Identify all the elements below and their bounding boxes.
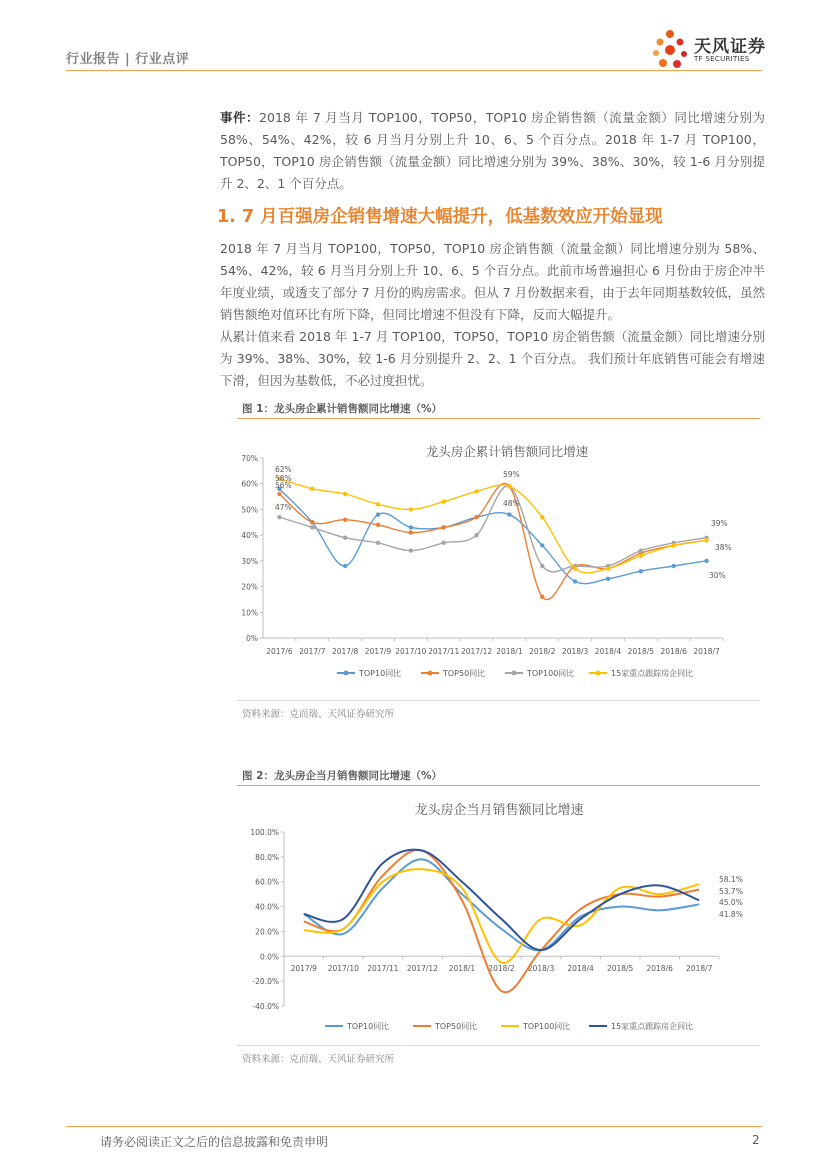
data-point	[310, 487, 314, 491]
legend-marker	[428, 671, 433, 676]
data-label: 39%	[711, 519, 728, 528]
data-label: 38%	[715, 543, 732, 552]
data-point	[376, 512, 380, 516]
x-tick-label: 2017/11	[367, 964, 399, 973]
data-point	[573, 579, 577, 583]
figure-1-caption: 图 1：龙头房企累计销售额同比增速（%）	[242, 403, 442, 415]
company-logo	[650, 28, 770, 73]
x-tick-label: 2018/3	[527, 964, 555, 973]
x-tick-label: 2018/5	[627, 647, 655, 656]
data-point	[310, 520, 314, 524]
data-point	[540, 515, 544, 519]
body-paragraph-1: 2018 年 7 月当月 TOP100，TOP50，TOP10 房企销售额（流量金额）同比增速分别为 58%、54%、42%，较 6 月当月分别上升 10、6、5 个百分点。此前市场普遍担心 6 月份由于房企冲半年度业绩，或透支了部分 7 月份的购房需求。但从 7 月份数据来看，由于去年同期基数较低，虽然销售额绝对值环比有所下降，但同比增速不但没有下降，反而大幅提升。	[220, 241, 765, 322]
x-tick-label: 2017/9	[364, 647, 392, 656]
x-tick-label: 2018/4	[594, 647, 622, 656]
x-tick-label: 2017/7	[299, 647, 326, 656]
legend-marker	[344, 671, 349, 676]
y-tick-label: 10%	[241, 608, 258, 618]
data-point	[343, 492, 347, 496]
data-point	[277, 515, 281, 519]
data-label: 48%	[503, 499, 520, 508]
data-point	[442, 500, 446, 504]
data-point	[310, 525, 314, 529]
x-tick-label: 2018/3	[561, 647, 589, 656]
footer-divider	[66, 1126, 762, 1127]
data-label: 45.0%	[719, 898, 743, 907]
logo-mark-icon	[650, 28, 692, 72]
legend-label: TOP100同比	[527, 669, 575, 678]
x-tick-label: 2017/10	[327, 964, 359, 973]
section-title: 1. 7 月百强房企销售增速大幅提升，低基数效应开始显现	[217, 207, 663, 227]
data-label: 58.1%	[719, 875, 743, 884]
x-tick-label: 2017/8	[331, 647, 359, 656]
x-tick-label: 2018/6	[660, 647, 687, 656]
data-point	[507, 484, 511, 488]
data-label: 41.8%	[719, 910, 743, 919]
x-tick-label: 2017/11	[428, 647, 460, 656]
legend-marker	[596, 671, 601, 676]
figure-1-top-rule	[237, 418, 760, 419]
data-point	[442, 541, 446, 545]
y-tick-label: 20.0%	[255, 927, 279, 937]
data-point	[540, 543, 544, 547]
legend-label: TOP100同比	[523, 1022, 571, 1031]
legend-label: TOP50同比	[443, 669, 486, 678]
y-tick-label: -40.0%	[252, 1002, 279, 1011]
data-point	[442, 525, 446, 529]
y-tick-label: 0%	[246, 634, 258, 643]
y-tick-label: 20%	[241, 582, 258, 592]
x-tick-label: 2018/2	[488, 964, 515, 973]
data-point	[376, 523, 380, 527]
data-point	[376, 541, 380, 545]
legend-label: 15家重点跟踪房企同比	[611, 669, 694, 678]
x-tick-label: 2018/1	[496, 647, 523, 656]
data-point	[409, 548, 413, 552]
logo-english: TF SECURITIES	[694, 55, 750, 63]
y-tick-label: 80.0%	[255, 852, 279, 862]
legend-label: TOP10同比	[359, 669, 402, 678]
series-line	[279, 483, 706, 599]
data-point	[606, 577, 610, 581]
data-point	[409, 525, 413, 529]
logo-name: 天风证券	[694, 37, 766, 57]
legend-label: 15家重点跟踪房企同比	[611, 1022, 694, 1031]
data-label: 30%	[709, 571, 726, 580]
footer-disclaimer: 请务必阅读正文之后的信息披露和免责申明	[100, 1135, 329, 1149]
data-point	[639, 548, 643, 552]
data-label: 47%	[275, 503, 292, 512]
data-label: 58%	[275, 474, 292, 483]
figure-2-source: 资料来源：克而瑞、天风证券研究所	[242, 1054, 395, 1065]
data-point	[606, 566, 610, 570]
y-tick-label: 40.0%	[255, 902, 279, 912]
chart-2-title: 龙头房企当月销售额同比增速	[414, 803, 584, 818]
figure-2-bottom-rule	[237, 1045, 760, 1046]
data-point	[343, 536, 347, 540]
y-tick-label: 60%	[241, 479, 258, 489]
x-tick-label: 2018/7	[686, 964, 713, 973]
data-point	[540, 595, 544, 599]
data-point	[409, 530, 413, 534]
y-tick-label: 40%	[241, 531, 258, 541]
y-tick-label: 100.0%	[250, 828, 279, 837]
data-point	[672, 543, 676, 547]
chart-1	[237, 424, 760, 694]
data-point	[639, 554, 643, 558]
y-tick-label: 30%	[241, 556, 258, 566]
page-number: 2	[752, 1133, 760, 1147]
data-point	[474, 489, 478, 493]
data-point	[474, 515, 478, 519]
series-line	[304, 850, 699, 950]
figure-2-top-rule	[237, 785, 760, 786]
data-point	[540, 564, 544, 568]
chart-2	[237, 790, 760, 1045]
figure-1-bottom-rule	[237, 700, 760, 701]
figure-1-source: 资料来源：克而瑞、天风证券研究所	[242, 709, 395, 720]
data-point	[639, 569, 643, 573]
data-point	[343, 564, 347, 568]
data-label: 53.7%	[719, 887, 743, 896]
x-tick-label: 2018/1	[448, 964, 476, 973]
data-point	[376, 502, 380, 506]
x-tick-label: 2017/6	[266, 647, 293, 656]
series-line	[304, 869, 699, 963]
legend-label: TOP50同比	[435, 1022, 478, 1031]
body-paragraph-2: 从累计值来看 2018 年 1-7 月 TOP100，TOP50，TOP10 房企销售额（流量金额）同比增速分别为 39%、38%、30%，较 1-6 月分别提升 2、2、1 个百分点。 我们预计年底销售可能会有增速下滑，但因为基数低，不必过度担忧。	[220, 329, 765, 388]
y-tick-label: 70%	[241, 454, 258, 463]
y-tick-label: 0.0%	[259, 952, 279, 962]
x-tick-label: 2018/2	[529, 647, 556, 656]
data-label: 56%	[275, 481, 292, 490]
report-header: 行业报告 | 行业点评	[66, 52, 190, 67]
x-tick-label: 2017/10	[395, 647, 427, 656]
figure-2-caption: 图 2：龙头房企当月销售额同比增速（%）	[242, 770, 442, 782]
data-point	[573, 566, 577, 570]
x-tick-label: 2018/5	[606, 964, 634, 973]
legend-marker	[512, 671, 517, 676]
data-label: 62%	[275, 465, 292, 474]
data-point	[474, 533, 478, 537]
event-text: 2018 年 7 月当月 TOP100，TOP50，TOP10 房企销售额（流量金额）同比增速分别为 58%、54%、42%，较 6 月当月分别上升 10、6、5 个百分点。2018 年 1-7 月 TOP100，TOP50，TOP10 房企销售额（流量金额）同比增速分别为 39%、38%、30%，较 1-6 月分别提升 2、2、1 个百分点。	[220, 110, 765, 191]
data-point	[507, 512, 511, 516]
chart-1-title: 龙头房企累计销售额同比增速	[425, 444, 589, 459]
data-point	[704, 538, 708, 542]
x-tick-label: 2018/7	[693, 647, 720, 656]
y-tick-label: 50%	[241, 505, 258, 515]
event-label: 事件：	[220, 110, 260, 125]
series-line	[279, 486, 706, 572]
x-tick-label: 2018/4	[567, 964, 594, 973]
data-point	[343, 518, 347, 522]
data-point	[704, 559, 708, 563]
data-point	[672, 564, 676, 568]
x-tick-label: 2017/12	[406, 964, 438, 973]
x-tick-label: 2017/12	[460, 647, 493, 656]
data-point	[409, 507, 413, 511]
y-tick-label: 60.0%	[255, 877, 279, 887]
data-point	[277, 492, 281, 496]
y-tick-label: -20.0%	[252, 977, 279, 987]
x-tick-label: 2018/6	[646, 964, 673, 973]
event-paragraph	[220, 107, 765, 195]
legend-label: TOP10同比	[347, 1022, 390, 1031]
data-label: 59%	[503, 470, 520, 479]
x-tick-label: 2017/9	[290, 964, 317, 973]
